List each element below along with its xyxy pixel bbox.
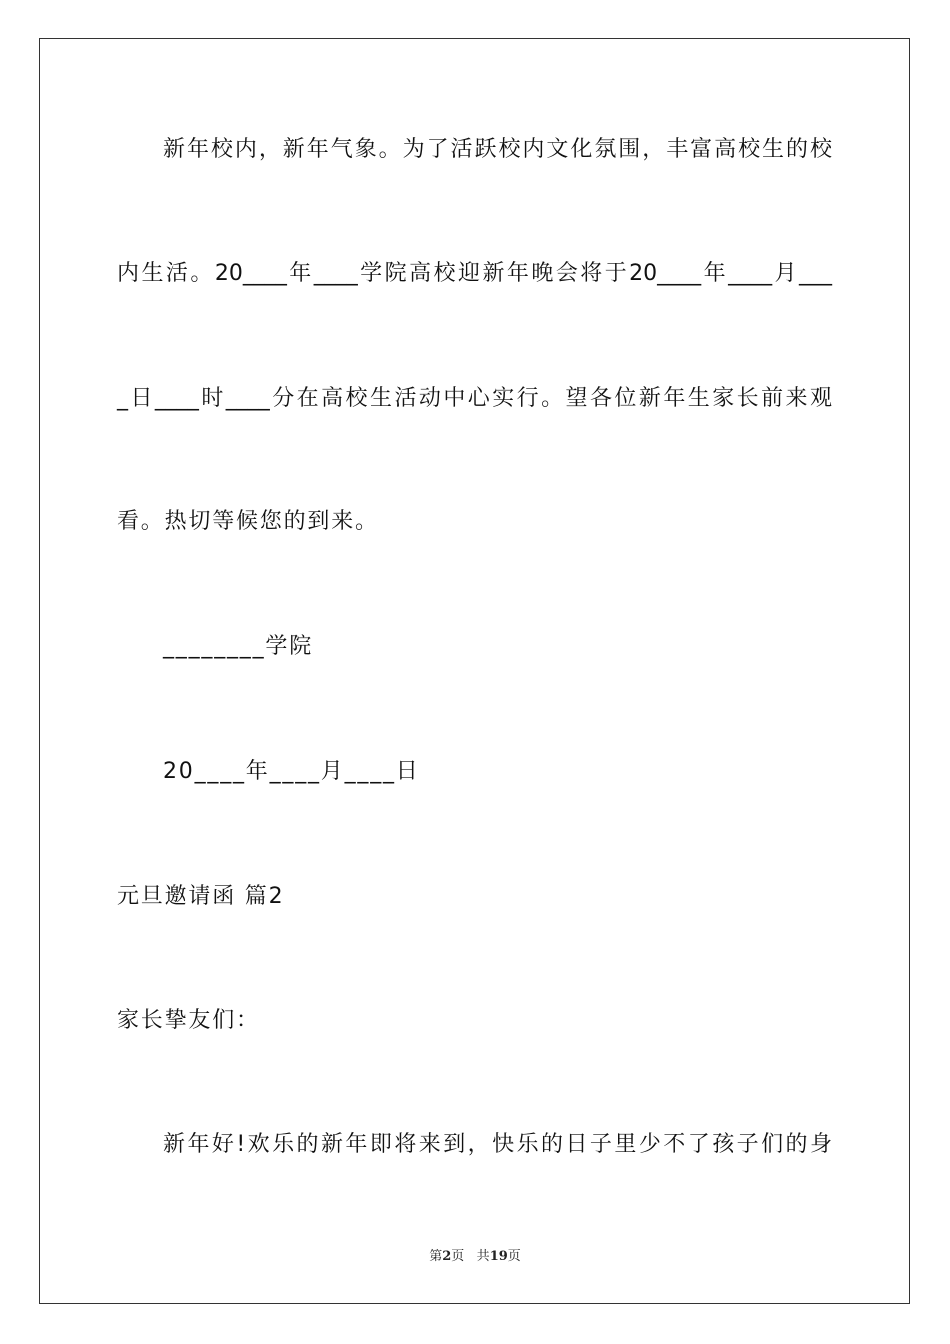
footer-total-unit: 页 [507, 1249, 521, 1264]
signature-date: 20____年____月____日 [163, 759, 420, 784]
paragraph-line-1: 新年校内，新年气象。为了活跃校内文化氛围，丰富高校生的校 [163, 137, 832, 162]
salutation: 家长挚友们： [117, 1008, 260, 1033]
section-heading: 元旦邀请函 篇2 [117, 884, 285, 909]
paragraph-line-4: 看。热切等候您的到来。 [117, 509, 379, 534]
paragraph-line-3: _日____时____分在高校生活动中心实行。望各位新年生家长前来观 [117, 386, 832, 411]
footer-page-unit: 页 [451, 1249, 465, 1264]
footer-total-prefix: 共 [476, 1249, 490, 1264]
paragraph-line-2: 内生活。20____年____学院高校迎新年晚会将于20____年____月___ [117, 261, 832, 286]
page-border [39, 38, 910, 1304]
footer-page-prefix: 第 [429, 1249, 443, 1264]
footer-page-current: 2 [442, 1249, 452, 1264]
paragraph-line-5: 新年好!欢乐的新年即将来到，快乐的日子里少不了孩子们的身 [163, 1132, 832, 1157]
footer-page-total: 19 [489, 1249, 508, 1264]
signature-school: ________学院 [163, 634, 314, 659]
page-footer [0, 1248, 950, 1266]
